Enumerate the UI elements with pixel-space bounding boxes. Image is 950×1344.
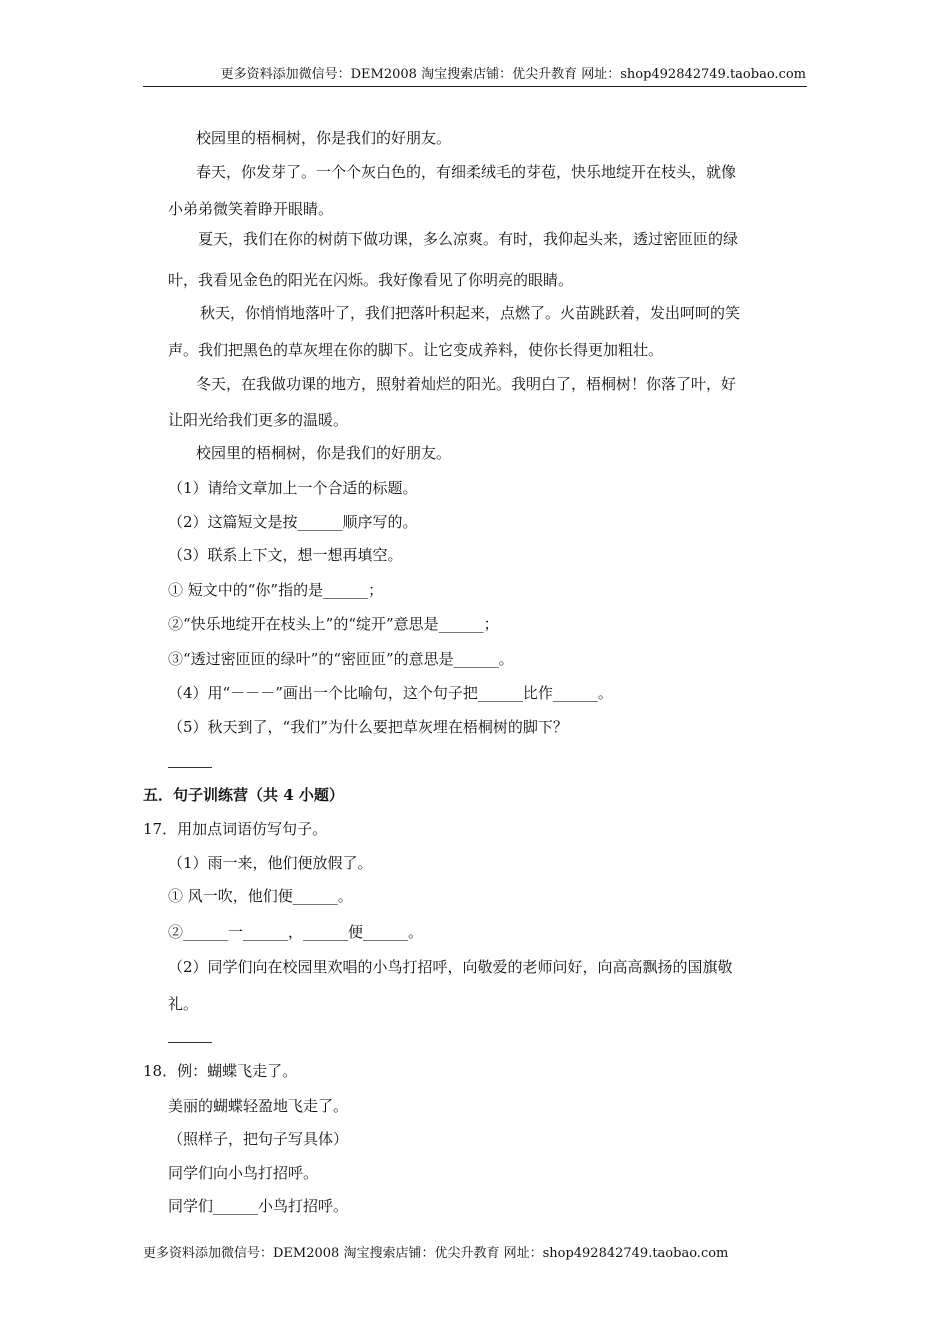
answer-blank-line	[168, 1042, 212, 1043]
page-footer: 更多资料添加微信号：DEM2008 淘宝搜索店铺：优尖升教育 网址：shop492842749.taobao.com	[143, 1246, 729, 1261]
passage-line: 声。我们把黑色的草灰埋在你的脚下。让它变成养料，使你长得更加粗壮。	[168, 341, 664, 359]
section-title: 五．句子训练营（共 4 小题）	[143, 786, 344, 804]
passage-line: 小弟弟微笑着睁开眼睛。	[168, 200, 334, 218]
question-stem: 18．例：蝴蝶飞走了。	[143, 1062, 298, 1080]
question-item: ②“快乐地绽开在枝头上”的“绽开”意思是______；	[168, 615, 499, 633]
passage-line: 校园里的梧桐树，你是我们的好朋友。	[196, 444, 452, 462]
question-item: ③“透过密匝匝的绿叶”的“密匝匝”的意思是______。	[168, 650, 514, 668]
question-item: （5）秋天到了，“我们”为什么要把草灰埋在梧桐树的脚下？	[168, 718, 568, 736]
passage-line: 夏天，我们在你的树荫下做功课，多么凉爽。有时，我仰起头来，透过密匝匝的绿	[198, 230, 739, 248]
answer-blank-line	[168, 767, 212, 768]
question-item: （1）雨一来，他们便放假了。	[168, 854, 373, 872]
passage-line: 叶，我看见金色的阳光在闪烁。我好像看见了你明亮的眼睛。	[168, 271, 574, 289]
question-item: （1）请给文章加上一个合适的标题。	[168, 479, 418, 497]
passage-line: 校园里的梧桐树，你是我们的好朋友。	[196, 129, 452, 147]
question-item: （照样子，把句子写具体）	[168, 1130, 349, 1148]
question-item: ① 风一吹，他们便______。	[168, 887, 353, 905]
question-item: （2）这篇短文是按______顺序写的。	[168, 513, 418, 531]
question-stem: 17．用加点词语仿写句子。	[143, 820, 328, 838]
question-item: 礼。	[168, 995, 199, 1013]
question-item: （4）用“－－－”画出一个比喻句，这个句子把______比作______。	[168, 684, 613, 702]
passage-line: 让阳光给我们更多的温暖。	[168, 411, 349, 429]
question-item: 同学们______小鸟打招呼。	[168, 1197, 349, 1215]
question-item: 同学们向小鸟打招呼。	[168, 1164, 319, 1182]
passage-line: 秋天，你悄悄地落叶了，我们把落叶积起来，点燃了。火苗跳跃着，发出呵呵的笑	[200, 304, 741, 322]
question-item: ②______一______，______便______。	[168, 923, 424, 941]
header-divider	[143, 86, 807, 87]
page-header: 更多资料添加微信号：DEM2008 淘宝搜索店铺：优尖升教育 网址：shop492842749.taobao.com	[220, 67, 806, 82]
passage-line: 春天，你发芽了。一个个灰白色的，有细柔绒毛的芽苞，快乐地绽开在枝头，就像	[196, 163, 737, 181]
question-item: 美丽的蝴蝶轻盈地飞走了。	[168, 1097, 349, 1115]
passage-line: 冬天，在我做功课的地方，照射着灿烂的阳光。我明白了，梧桐树！你落了叶，好	[196, 375, 737, 393]
question-item: （2）同学们向在校园里欢唱的小鸟打招呼，向敬爱的老师问好，向高高飘扬的国旗敬	[168, 958, 733, 976]
question-item: （3）联系上下文，想一想再填空。	[168, 546, 403, 564]
question-item: ① 短文中的“你”指的是______；	[168, 581, 384, 599]
